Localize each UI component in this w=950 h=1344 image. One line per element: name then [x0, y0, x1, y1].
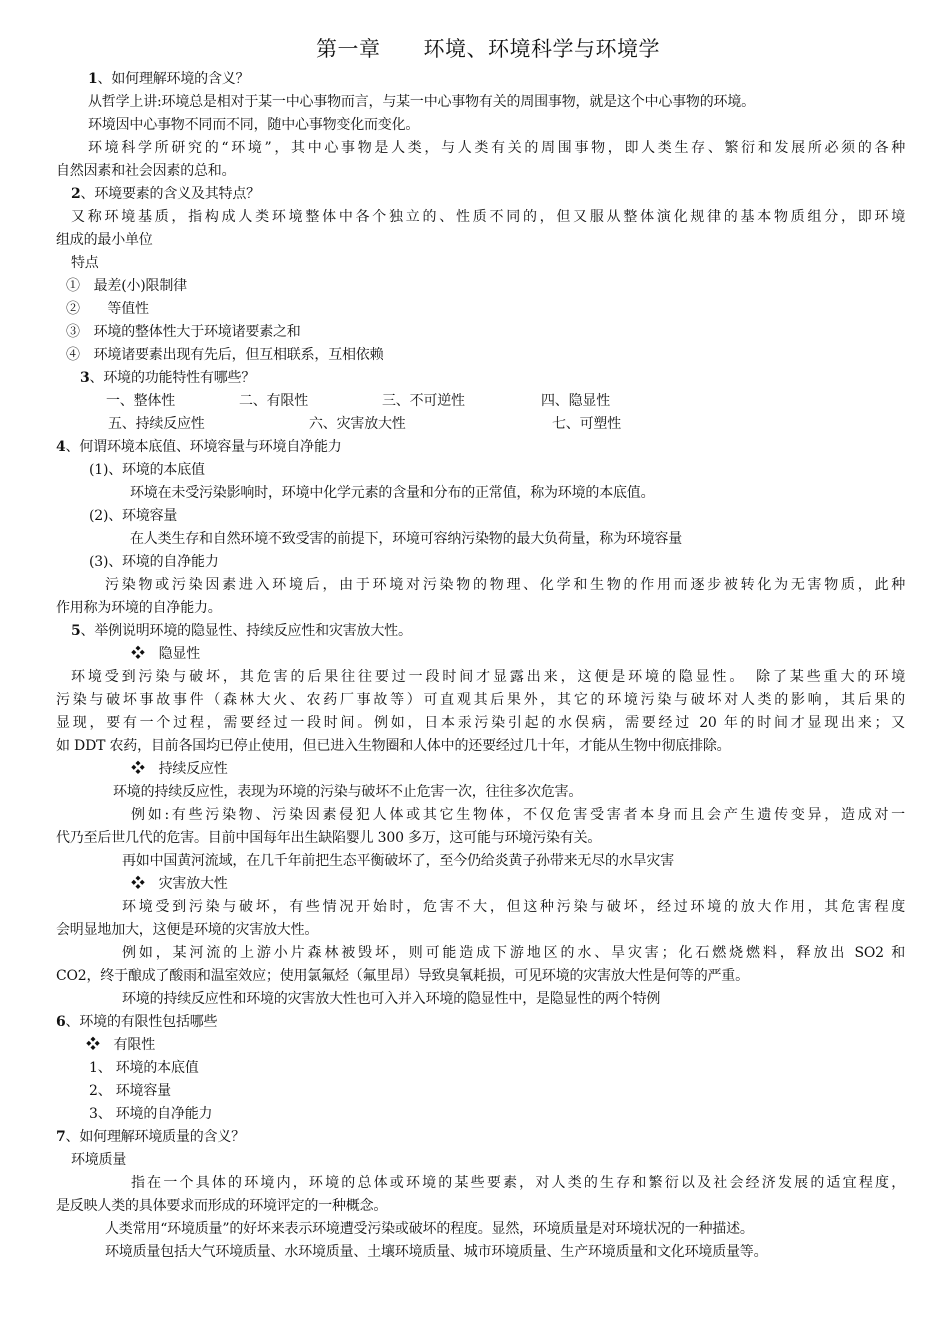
- question-2: [71, 183, 260, 205]
- chapter-title: 第一章 环境、环境科学与环境学: [316, 37, 660, 61]
- paragraph-line: 在人类生存和自然环境不致受害的前提下，环境可容纳污染物的最大负荷量，称为环境容量: [130, 531, 682, 547]
- list-item: 1、 环境的本底值: [89, 1060, 199, 1076]
- feature-item: 三、不可逆性: [382, 393, 465, 409]
- question-text: 、环境的功能特性有哪些？: [89, 370, 256, 386]
- paragraph-line: 作用称为环境的自净能力。: [56, 600, 222, 616]
- features-label: 特点: [71, 255, 99, 271]
- paragraph-line: 例如，某河流的上游小片森林被毁坏，则可能造成下游地区的水、旱灾害；化石燃烧燃料，释放出 SO2 和: [122, 945, 905, 961]
- question-number: 2: [71, 186, 81, 202]
- paragraph-line: 环境在未受污染影响时，环境中化学元素的含量和分布的正常值，称为环境的本底值。: [130, 485, 655, 501]
- question-5: [71, 620, 412, 642]
- question-number: 4: [56, 439, 66, 455]
- paragraph-line: 又称环境基质，指构成人类环境整体中各个独立的、性质不同的，但又服从整体演化规律的基本物质组分，即环境: [71, 209, 905, 225]
- list-item: 2、 环境容量: [89, 1083, 171, 1099]
- paragraph-line: 会明显地加大，这便是环境的灾害放大性。: [56, 922, 319, 938]
- subheading: (2)、环境容量: [89, 508, 178, 524]
- bullet-heading: ❖ 持续反应性: [131, 761, 228, 777]
- question-1: [88, 68, 249, 90]
- paragraph-line: 环境因中心事物不同而不同，随中心事物变化而变化。: [88, 117, 420, 133]
- paragraph-line: 污染物或污染因素进入环境后，由于环境对污染物的物理、化学和生物的作用而逐步被转化为无害物质，此种: [105, 577, 905, 593]
- list-item: 3、 环境的自净能力: [89, 1106, 213, 1122]
- bullet-heading: ❖ 灾害放大性: [131, 876, 228, 892]
- question-number: 6: [56, 1014, 66, 1030]
- bullet-heading: ❖ 隐显性: [131, 646, 200, 662]
- list-item: ② 等值性: [66, 301, 149, 317]
- subheading: 环境质量: [71, 1152, 127, 1168]
- feature-item: 七、可塑性: [552, 416, 621, 432]
- paragraph-line: 环境受到污染与破坏，其危害的后果往往要过一段时间才显露出来，这便是环境的隐显性。 除了某些重大的环境: [71, 669, 905, 685]
- question-number: 3: [80, 370, 90, 386]
- paragraph-line: 自然因素和社会因素的总和。: [56, 163, 236, 179]
- paragraph-line: 指在一个具体的环境内，环境的总体或环境的某些要素，对人类的生存和繁衍以及社会经济发展的适宜程度，: [131, 1175, 905, 1191]
- paragraph-line: 人类常用“环境质量”的好坏来表示环境遭受污染或破坏的程度。显然，环境质量是对环境状况的一种描述。: [105, 1221, 754, 1237]
- paragraph-line: 再如中国黄河流域，在几千年前把生态平衡破坏了，至今仍给炎黄子孙带来无尽的水旱灾害: [122, 853, 674, 869]
- question-number: 7: [56, 1129, 66, 1145]
- bullet-heading: ❖ 有限性: [86, 1037, 155, 1053]
- question-4: [56, 436, 342, 458]
- paragraph-line: 显现，要有一个过程，需要经过一段时间。例如，日本汞污染引起的水俣病，需要经过 20 年的时间才显现出来；又: [56, 715, 905, 731]
- question-number: 5: [71, 623, 81, 639]
- feature-item: 一、整体性: [106, 393, 175, 409]
- subheading: (3)、环境的自净能力: [89, 554, 219, 570]
- list-item: ① 最差(小)限制律: [66, 278, 187, 294]
- question-text: 、举例说明环境的隐显性、持续反应性和灾害放大性。: [80, 623, 412, 639]
- paragraph-line: 环境的持续反应性和环境的灾害放大性也可入并入环境的隐显性中，是隐显性的两个特例: [122, 991, 661, 1007]
- paragraph-line: 污染与破坏事故事件（森林大火、农药厂事故等）可直观其后果外，其它的环境污染与破坏对人类的影响，其后果的: [56, 692, 905, 708]
- list-item: ③ 环境的整体性大于环境诸要素之和: [66, 324, 301, 340]
- feature-item: 六、灾害放大性: [309, 416, 406, 432]
- list-item: ④ 环境诸要素出现有先后，但互相联系，互相依赖: [66, 347, 384, 363]
- question-number: 1: [88, 71, 98, 87]
- paragraph-line: 组成的最小单位: [56, 232, 153, 248]
- paragraph-line: 是反映人类的具体要求而形成的环境评定的一种概念。: [56, 1198, 388, 1214]
- paragraph-line: 代乃至后世几代的危害。目前中国每年出生缺陷婴儿 300 多万，这可能与环境污染有关。: [56, 830, 602, 846]
- feature-item: 四、隐显性: [541, 393, 610, 409]
- question-text: 、如何理解环境的含义？: [97, 71, 250, 87]
- question-text: 、环境的有限性包括哪些: [65, 1014, 218, 1030]
- question-3: [80, 367, 255, 389]
- paragraph-line: 从哲学上讲:环境总是相对于某一中心事物而言，与某一中心事物有关的周围事物，就是这个中心事物的环境。: [88, 94, 755, 110]
- paragraph-line: CO2，终于酿成了酸雨和温室效应；使用氯氟烃（氟里昂）导致臭氧耗损，可见环境的灾害放大性是何等的严重。: [56, 968, 749, 984]
- question-text: 、如何理解环境质量的含义？: [65, 1129, 245, 1145]
- question-text: 、环境要素的含义及其特点？: [80, 186, 260, 202]
- paragraph-line: 环境受到污染与破坏，有些情况开始时，危害不大，但这种污染与破坏，经过环境的放大作用，其危害程度: [122, 899, 905, 915]
- subheading: (1)、环境的本底值: [89, 462, 205, 478]
- paragraph-line: 例如:有些污染物、污染因素侵犯人体或其它生物体，不仅危害受害者本身而且会产生遗传变异，造成对一: [131, 807, 905, 823]
- paragraph-line: 如 DDT 农药，目前各国均已停止使用，但已进入生物圈和人体中的还要经过几十年，才能从生物中彻底排除。: [56, 738, 731, 754]
- paragraph-line: 环境质量包括大气环境质量、水环境质量、土壤环境质量、城市环境质量、生产环境质量和文化环境质量等。: [105, 1244, 768, 1260]
- paragraph-line: 环境的持续反应性，表现为环境的污染与破坏不止危害一次，往往多次危害。: [113, 784, 583, 800]
- question-text: 、何谓环境本底值、环境容量与环境自净能力: [65, 439, 342, 455]
- paragraph-line: 环境科学所研究的“环境”，其中心事物是人类，与人类有关的周围事物，即人类生存、繁衍和发展所必须的各种: [88, 140, 905, 156]
- question-7: [56, 1126, 245, 1148]
- feature-item: 二、有限性: [239, 393, 308, 409]
- question-6: [56, 1011, 217, 1033]
- feature-item: 五、持续反应性: [108, 416, 205, 432]
